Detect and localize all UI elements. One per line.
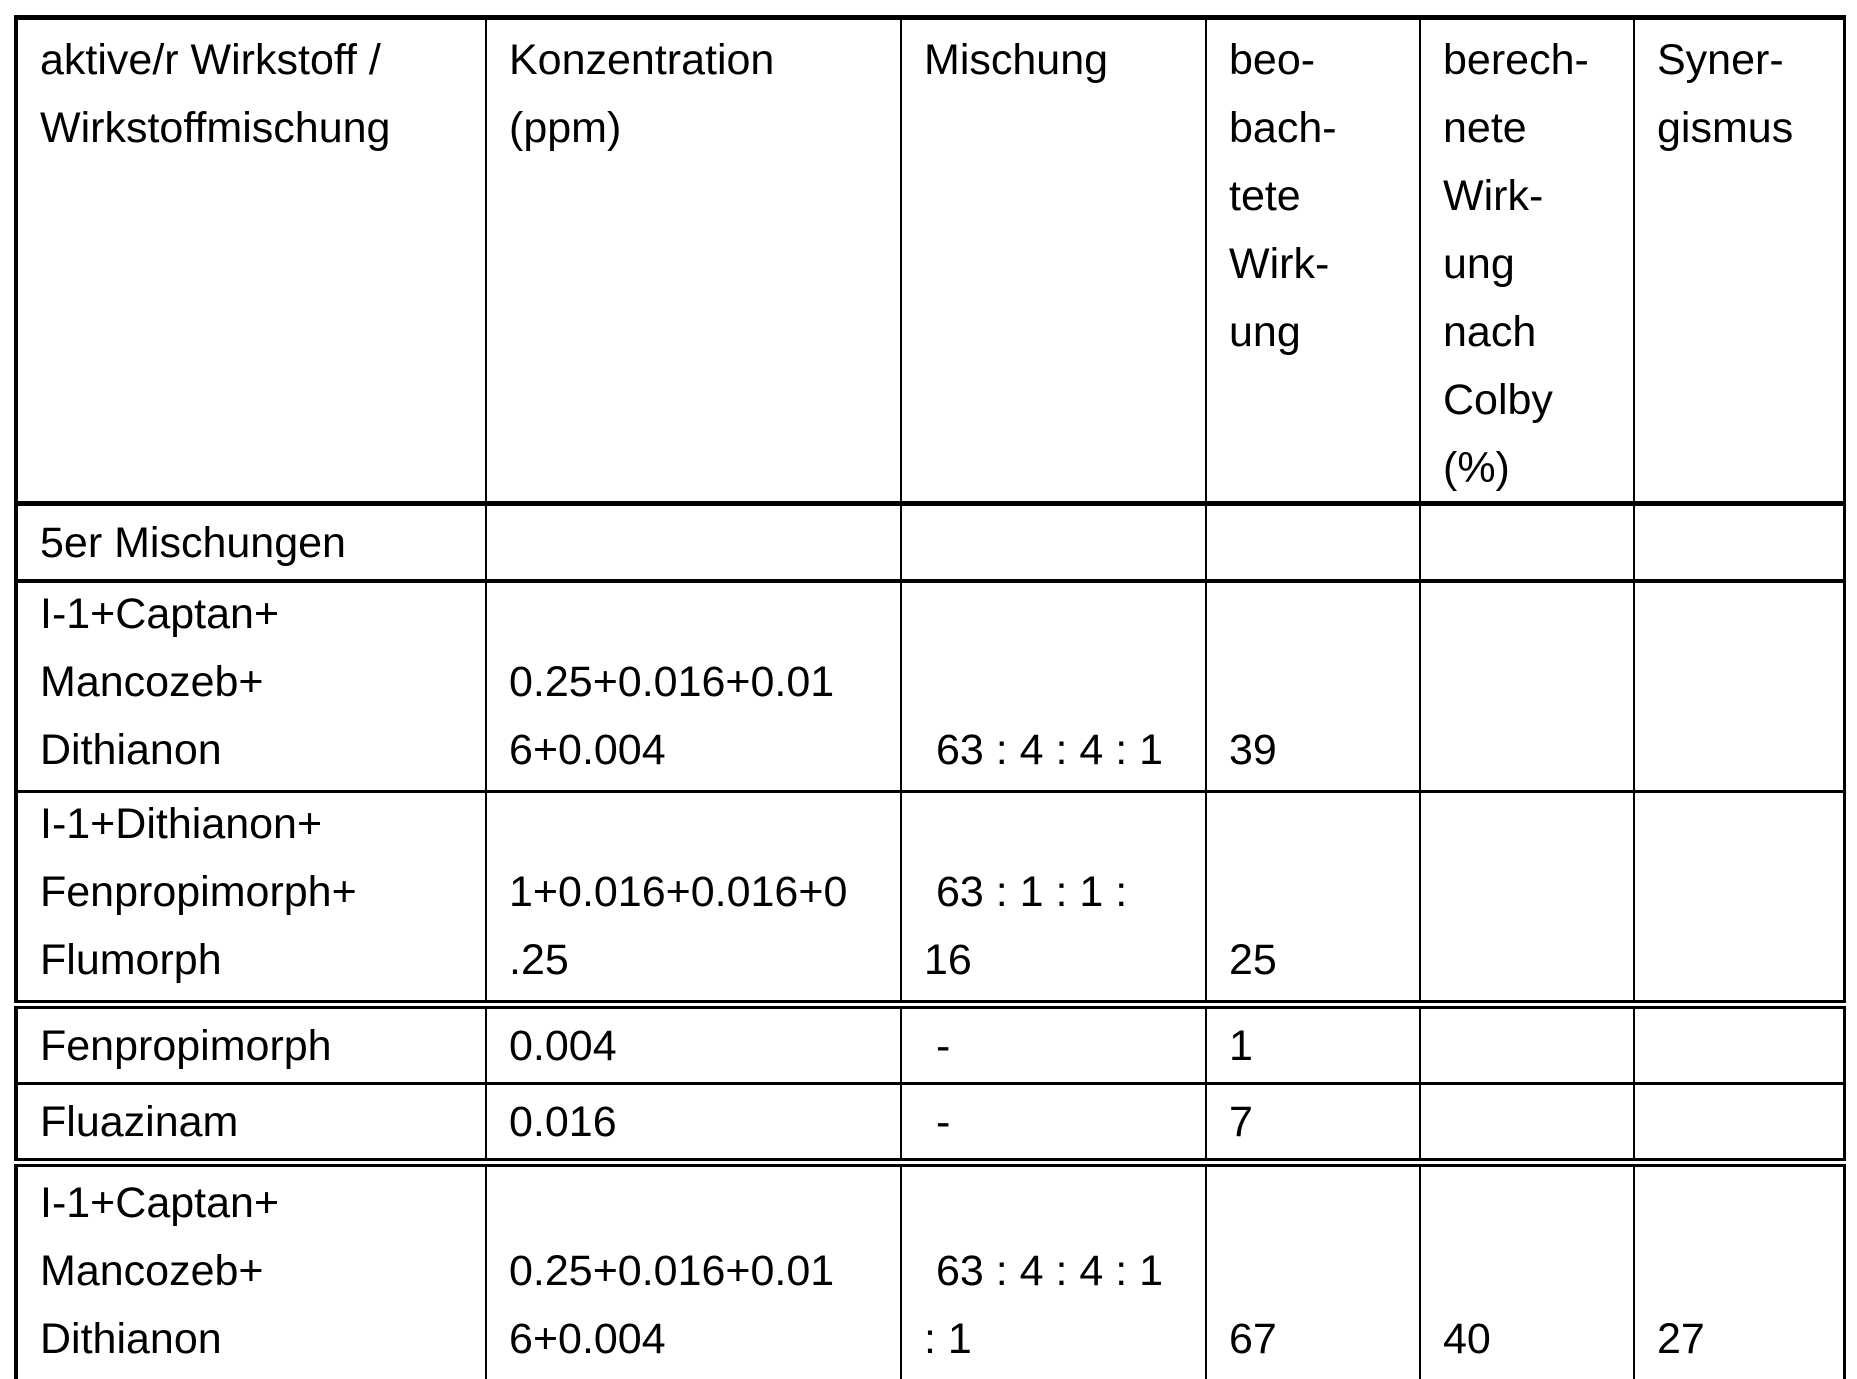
header-text: Syner- xyxy=(1657,36,1784,84)
header-berechnete-wirkung xyxy=(1421,20,1635,501)
cell-mischung xyxy=(902,583,1207,790)
cell-berechnet xyxy=(1421,1085,1635,1158)
table-row xyxy=(14,1009,1846,1085)
cell-berechnet xyxy=(1421,583,1635,790)
cell-text: 40 xyxy=(1443,1315,1491,1363)
header-wirkstoff xyxy=(14,20,487,501)
cell-text: .25 xyxy=(509,936,569,984)
empty-cell xyxy=(1421,506,1635,579)
header-text: Wirk- xyxy=(1229,240,1330,288)
table-row xyxy=(14,1167,1846,1379)
cell-text: Mancozeb+ xyxy=(40,1247,264,1295)
header-text: bach- xyxy=(1229,104,1337,152)
cell-text: Fluazinam xyxy=(40,1097,239,1146)
cell-mischung xyxy=(902,1009,1207,1082)
cell-berechnet xyxy=(1421,1167,1635,1379)
header-text: nach xyxy=(1443,308,1537,356)
cell-text: Dithianon xyxy=(40,1315,222,1363)
cell-beobachtet xyxy=(1207,793,1421,1000)
cell-text: 0.016 xyxy=(509,1097,617,1146)
cell-text: 63 : 4 : 4 : 1 xyxy=(936,726,1164,774)
header-text: Wirkstoffmischung xyxy=(40,104,391,152)
cell-synergismus xyxy=(1635,583,1846,790)
cell-wirkstoff xyxy=(14,793,487,1000)
section-label-cell xyxy=(14,506,487,579)
header-text: Colby xyxy=(1443,376,1553,424)
cell-synergismus xyxy=(1635,793,1846,1000)
cell-wirkstoff xyxy=(14,583,487,790)
cell-konzentration xyxy=(487,1009,902,1082)
header-text: berech- xyxy=(1443,36,1589,84)
cell-text: 63 : 1 : 1 : xyxy=(936,868,1128,916)
empty-cell xyxy=(1207,506,1421,579)
cell-text: 0.25+0.016+0.01 xyxy=(509,658,835,706)
cell-text: 6+0.004 xyxy=(509,726,666,774)
cell-text: Fenpropimorph xyxy=(40,1021,332,1070)
header-text: ung xyxy=(1229,308,1301,356)
header-konzentration xyxy=(487,20,902,501)
cell-text: Dithianon xyxy=(40,726,222,774)
table-row xyxy=(14,1085,1846,1167)
cell-wirkstoff xyxy=(14,1167,487,1379)
header-text: nete xyxy=(1443,104,1527,152)
cell-konzentration xyxy=(487,583,902,790)
table-row xyxy=(14,793,1846,1009)
header-mischung xyxy=(902,20,1207,501)
cell-konzentration xyxy=(487,1085,902,1158)
header-text: tete xyxy=(1229,172,1301,220)
cell-beobachtet xyxy=(1207,1167,1421,1379)
cell-text: I-1+Captan+ xyxy=(40,590,280,638)
header-text: Mischung xyxy=(924,36,1109,84)
cell-beobachtet xyxy=(1207,1085,1421,1158)
cell-synergismus xyxy=(1635,1009,1846,1082)
cell-mischung xyxy=(902,1167,1207,1379)
table-header-row xyxy=(14,15,1846,506)
header-text: ung xyxy=(1443,240,1515,288)
cell-text: Mancozeb+ xyxy=(40,658,264,706)
cell-text: 6+0.004 xyxy=(509,1315,666,1363)
cell-text: 7 xyxy=(1229,1097,1253,1146)
cell-text: I-1+Dithianon+ xyxy=(40,800,323,848)
cell-mischung xyxy=(902,793,1207,1000)
header-text: (%) xyxy=(1443,444,1510,492)
cell-text: Fenpropimorph+ xyxy=(40,868,357,916)
header-text: (ppm) xyxy=(509,104,622,152)
cell-text: 63 : 4 : 4 : 1 xyxy=(936,1247,1164,1295)
cell-text: 39 xyxy=(1229,726,1277,774)
cell-wirkstoff xyxy=(14,1009,487,1082)
header-text: Wirk- xyxy=(1443,172,1544,220)
section-row xyxy=(14,506,1846,583)
header-text: beo- xyxy=(1229,36,1316,84)
table-row xyxy=(14,583,1846,793)
cell-synergismus xyxy=(1635,1085,1846,1158)
cell-konzentration xyxy=(487,793,902,1000)
header-text: aktive/r Wirkstoff / xyxy=(40,36,381,84)
empty-cell xyxy=(902,506,1207,579)
empty-cell xyxy=(487,506,902,579)
header-beobachtete-wirkung xyxy=(1207,20,1421,501)
results-table xyxy=(14,15,1846,1379)
cell-text: - xyxy=(936,1021,951,1070)
cell-beobachtet xyxy=(1207,1009,1421,1082)
cell-text: Flumorph xyxy=(40,936,222,984)
cell-text: 0.25+0.016+0.01 xyxy=(509,1247,835,1295)
header-synergismus xyxy=(1635,20,1846,501)
cell-berechnet xyxy=(1421,793,1635,1000)
cell-beobachtet xyxy=(1207,583,1421,790)
header-text: Konzentration xyxy=(509,36,775,84)
section-label: 5er Mischungen xyxy=(40,518,346,567)
cell-text: 27 xyxy=(1657,1315,1705,1363)
cell-text: 1+0.016+0.016+0 xyxy=(509,868,848,916)
cell-text: : 1 xyxy=(924,1315,972,1363)
cell-wirkstoff xyxy=(14,1085,487,1158)
header-text: gismus xyxy=(1657,104,1794,152)
cell-text: - xyxy=(936,1097,951,1146)
cell-text: 0.004 xyxy=(509,1021,617,1070)
cell-mischung xyxy=(902,1085,1207,1158)
cell-konzentration xyxy=(487,1167,902,1379)
cell-text: 67 xyxy=(1229,1315,1277,1363)
cell-synergismus xyxy=(1635,1167,1846,1379)
cell-text: I-1+Captan+ xyxy=(40,1179,280,1227)
cell-berechnet xyxy=(1421,1009,1635,1082)
cell-text: 1 xyxy=(1229,1021,1253,1070)
cell-text: 16 xyxy=(924,936,972,984)
cell-text: 25 xyxy=(1229,936,1277,984)
empty-cell xyxy=(1635,506,1846,579)
